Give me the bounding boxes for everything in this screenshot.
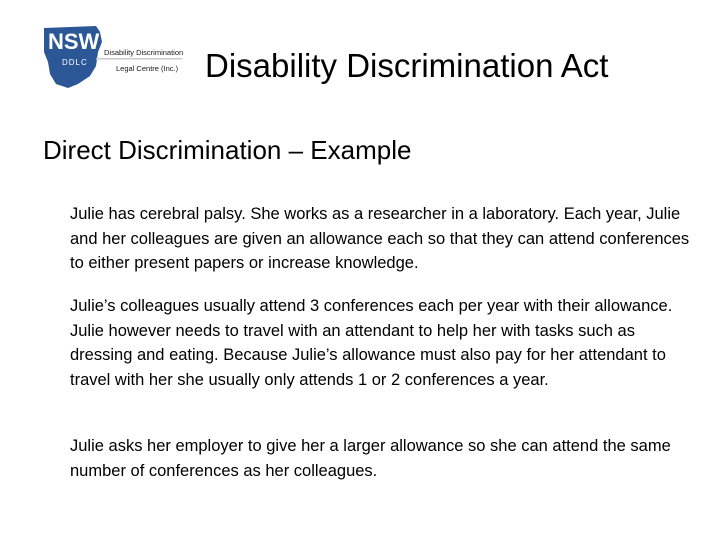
nsw-map-icon xyxy=(38,22,186,92)
example-paragraph-1: Julie has cerebral palsy. She works as a researcher in a laboratory. Each year, Julie and her colleagues are given an allowance each so that they can attend conferences to either present papers or increase knowledge. xyxy=(70,205,690,272)
svg-text:NSW: NSW xyxy=(48,29,100,54)
example-paragraph-2: Julie’s colleagues usually attend 3 conferences each per year with their allowance. Julie however needs to travel with an attendant to help her with tasks such as dressing and eating. Because Julie’s allowance must also pay for her attendant to travel with her she usually only attends 1 or 2 conferences a year. xyxy=(70,297,673,389)
svg-text:Legal Centre (Inc.): Legal Centre (Inc.) xyxy=(116,64,179,73)
section-heading: Direct Discrimination – Example xyxy=(43,135,412,165)
organization-logo xyxy=(38,22,186,92)
example-paragraph-3: Julie asks her employer to give her a larger allowance so she can attend the same number of conferences as her colleagues. xyxy=(70,437,671,480)
svg-text:Disability Discrimination: Disability Discrimination xyxy=(104,48,184,57)
slide-title: Disability Discrimination Act xyxy=(205,47,609,84)
svg-text:DDLC: DDLC xyxy=(62,58,88,67)
